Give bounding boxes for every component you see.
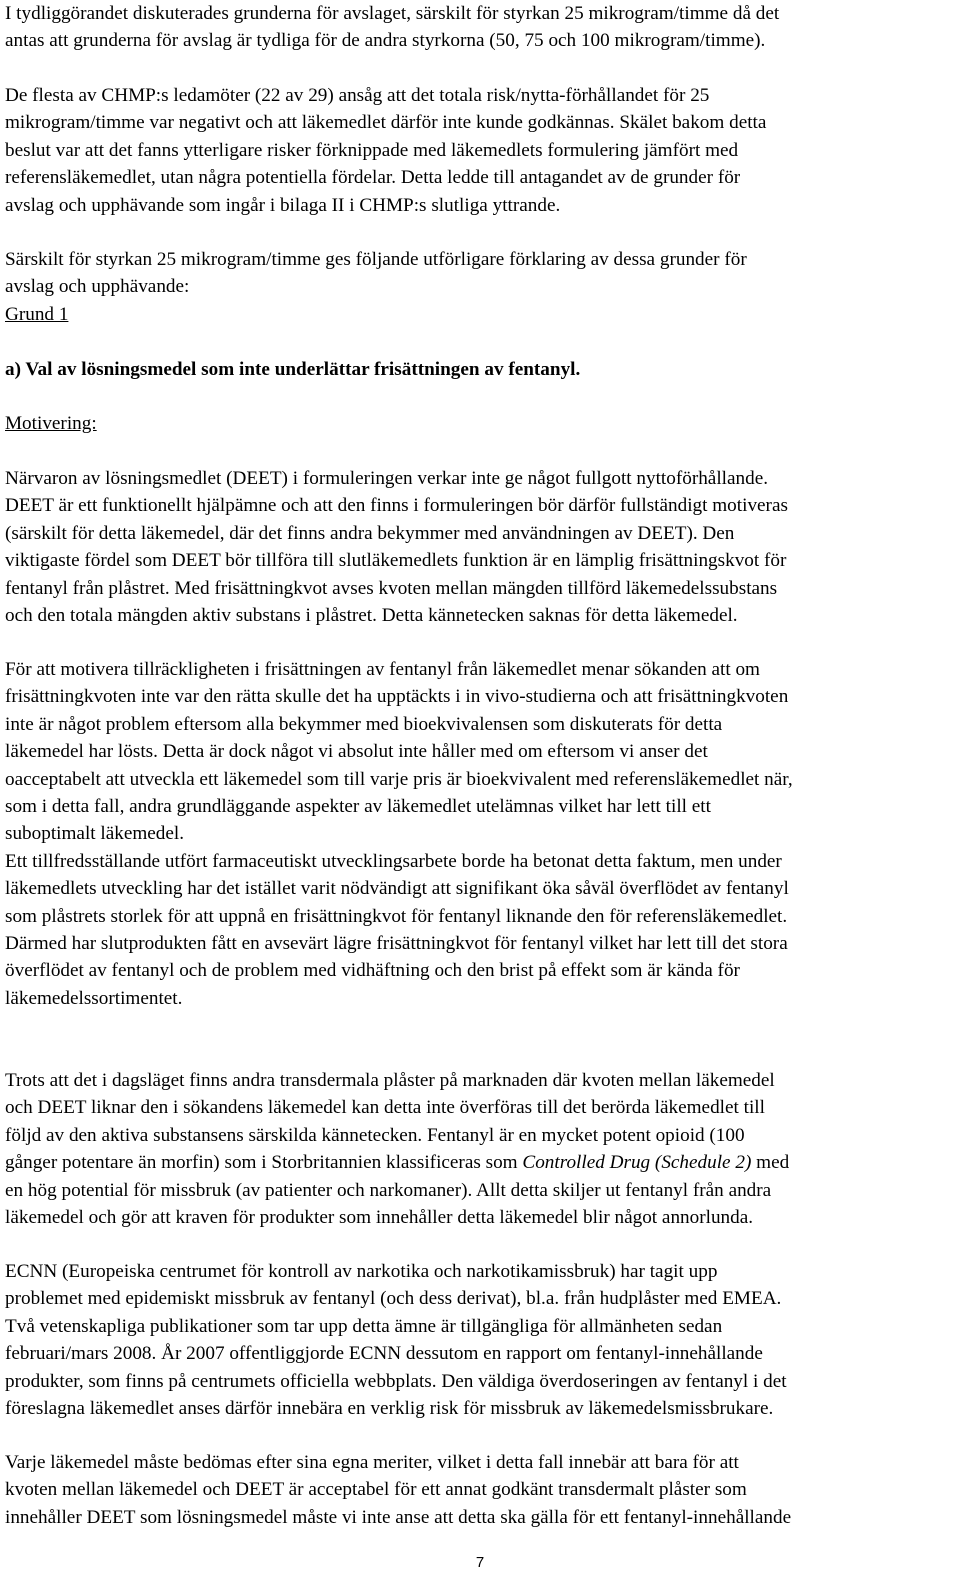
paragraph-8 [5,1449,957,1531]
text-line: För att motivera tillräckligheten i frisättningen av fentanyl från läkemedlet menar sökanden att om [5,659,760,680]
text-line: (särskilt för detta läkemedel, där det finns andra bekymmer med användningen av DEET). Den [5,522,735,544]
text-line: viktigaste fördel som DEET bör tillföra till slutläkemedlets funktion är en lämplig frisättningskvot för [5,550,787,572]
text-line: fentanyl från plåstret. Med frisättningkvot avses kvoten mellan mängden tillförd läkemedelssubstans [5,577,778,599]
page-number: 7 [475,1554,485,1571]
motivation-label: Motivering: [5,413,97,434]
text-line: mikrogram/timme var negativt och att läkemedlet därför inte kunde godkännas. Skälet bakom detta [5,112,767,134]
text-line: som plåstrets storlek för att uppnå en frisättningkvot för fentanyl liknande den för referensläkemedlet. [5,905,788,927]
paragraph-4 [5,465,957,629]
text-line: kvoten mellan läkemedel och DEET är acceptabel för ett annat godkänt transdermalt plåster som [5,1479,747,1501]
text-line: läkemedel och gör att kraven för produkter som innehåller detta läkemedel blir något annorlunda. [5,1207,754,1229]
text-line: suboptimalt läkemedel. [5,823,185,845]
text-fragment: med [751,1152,790,1174]
text-line: Ett tillfredsställande utfört farmaceutiskt utvecklingsarbete borde ha betonat detta faktum, men under [5,850,782,872]
text-line: oacceptabelt att utveckla ett läkemedel som till varje pris är bioekvivalent med referensläkemedlet när, [5,768,793,790]
text-line: en hög potential för missbruk (av patienter och narkomaner). Allt detta skiljer ut fentanyl från andra [5,1179,772,1201]
text-line: läkemedlets utveckling har det istället varit nödvändigt att signifikant öka såväl överflödet av fentanyl [5,878,789,900]
paragraph-5 [5,656,957,1012]
paragraph-7 [5,1258,957,1422]
text-line: och den totala mängden aktiv substans i plåstret. Detta kännetecken saknas för detta läkemedel. [5,605,738,627]
text-line: Trots att det i dagsläget finns andra transdermala plåster på marknaden där kvoten mellan läkemedel [5,1070,775,1091]
text-line: avslag och upphävande som ingår i bilaga II i CHMP:s slutliga yttrande. [5,194,561,216]
paragraph-1 [5,0,957,55]
text-line: antas att grunderna för avslag är tydliga för de andra styrkorna (50, 75 och 100 mikrogram/timme). [5,30,766,52]
text-line: inte är något problem eftersom alla bekymmer med bioekvivalensen som diskuterats för detta [5,713,723,735]
text-line: Två vetenskapliga publikationer som tar upp detta ämne är tillgängliga för allmänheten sedan [5,1315,723,1337]
text-line: referensläkemedlet, utan några potentiella fördelar. Detta ledde till antagandet av de grunder för [5,167,741,189]
text-line: produkter, som finns på centrumets officiella webbplats. Den väldiga överdoseringen av fentanyl i det [5,1370,787,1392]
text-line: De flesta av CHMP:s ledamöter (22 av 29) ansåg att det totala risk/nytta-förhållandet för 25 [5,85,710,106]
text-line: ECNN (Europeiska centrumet för kontroll av narkotika och narkotikamissbruk) har tagit upp [5,1261,718,1282]
text-line: gånger potentare än morfin) som i Storbritannien klassificeras som [5,1152,523,1174]
text-line: innehåller DEET som lösningsmedel måste vi inte anse att detta ska gälla för ett fentanyl-innehållande [5,1506,792,1528]
text-line: problemet med epidemiskt missbruk av fentanyl (och dess derivat), bl.a. från hudplåster med EMEA. [5,1288,782,1310]
text-line: DEET är ett funktionellt hjälpämne och att den finns i formuleringen bör därför fullständigt motiveras [5,495,788,517]
text-line: Särskilt för styrkan 25 mikrogram/timme ges följande utförligare förklaring av dessa grunder för [5,249,747,270]
text-line: läkemedelssortimentet. [5,987,183,1009]
text-line: följd av den aktiva substansens särskilda kännetecken. Fentanyl är en mycket potent opioid (100 [5,1124,745,1146]
italic-term: Controlled Drug (Schedule 2) [522,1152,752,1174]
text-line: Varje läkemedel måste bedömas efter sina egna meriter, vilket i detta fall innebär att bara för att [5,1452,739,1473]
text-line: Därmed har slutprodukten fått en avsevärt lägre frisättningkvot för fentanyl vilket har lett till det stora [5,933,788,955]
paragraph-2 [5,82,957,219]
text-line: I tydliggörandet diskuterades grunderna för avslaget, särskilt för styrkan 25 mikrogram/timme då det [5,3,780,24]
text-line: föreslagna läkemedlet anses därför innebära en verklig risk för missbruk av läkemedelsmissbrukare. [5,1398,774,1420]
text-line: och DEET liknar den i sökandens läkemedel kan detta inte överföras till det berörda läkemedlet till [5,1097,765,1119]
text-line: frisättningkvoten inte var den rätta skulle det ha upptäckts i in vivo-studierna och att frisättningkvoten [5,686,789,708]
text-line: överflödet av fentanyl och de problem med vidhäftning och den brist på effekt som är kända för [5,960,740,982]
text-line: Närvaron av lösningsmedlet (DEET) i formuleringen verkar inte ge något fullgott nyttoförhållande. [5,468,769,489]
text-line: avslag och upphävande: [5,276,190,298]
text-line: som i detta fall, andra grundläggande aspekter av läkemedlet utelämnas vilket har lett till ett [5,796,711,818]
text-line: beslut var att det fanns ytterligare risker förknippade med läkemedlets formulering jämfört med [5,139,739,161]
text-line: läkemedel har lösts. Detta är dock något vi absolut inte håller med om eftersom vi anser det [5,741,708,763]
paragraph-3 [5,246,957,301]
subheading: a) Val av lösningsmedel som inte underlättar frisättningen av fentanyl. [5,359,581,380]
text-line: februari/mars 2008. År 2007 offentliggjorde ECNN dessutom en rapport om fentanyl-innehållande [5,1343,763,1365]
section-heading: Grund 1 [5,304,69,325]
paragraph-6 [5,1067,957,1231]
